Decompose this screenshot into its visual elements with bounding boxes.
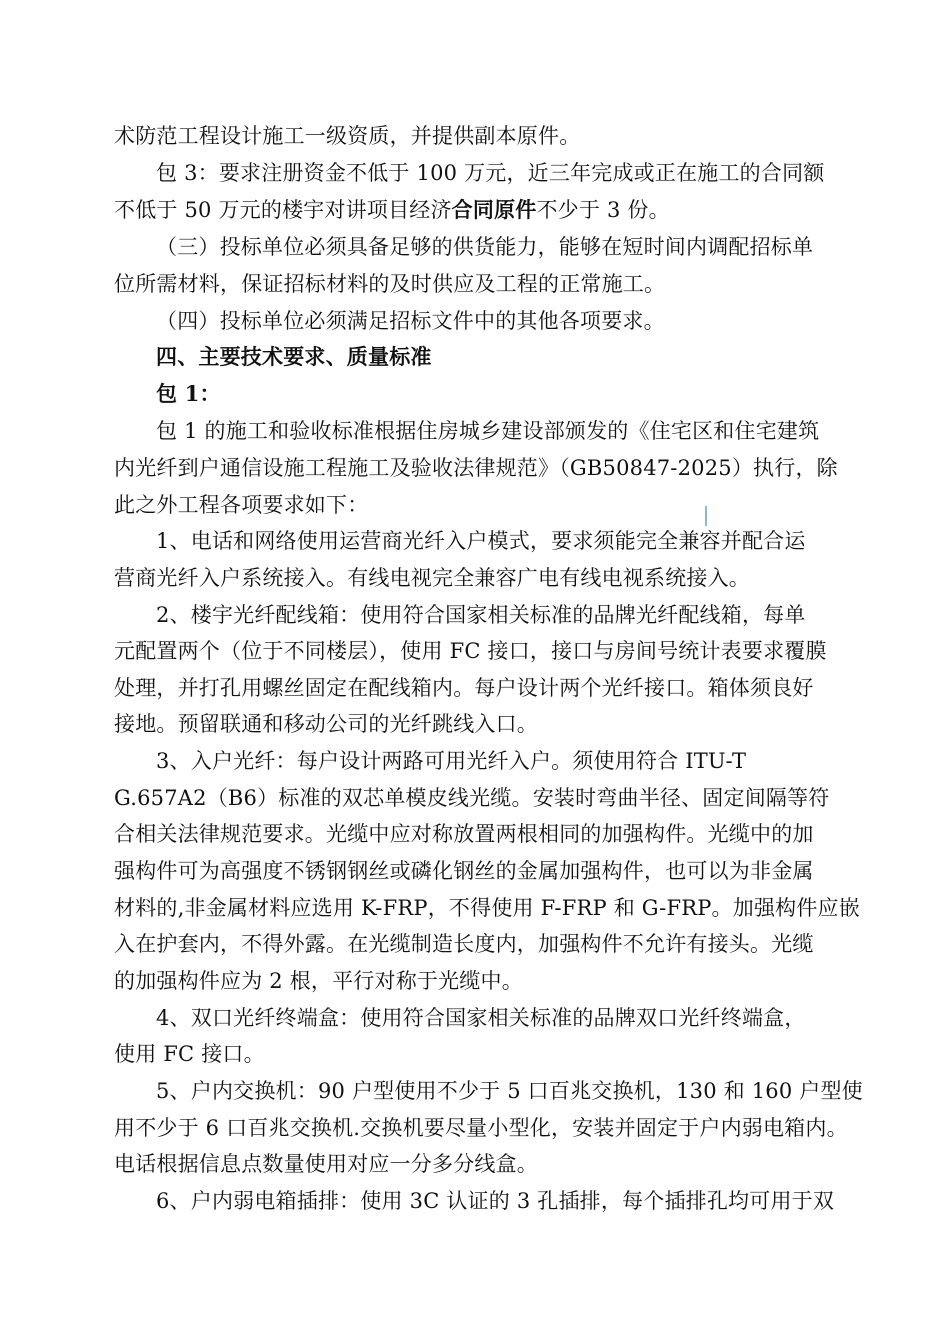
paragraph-line: 位所需材料，保证招标材料的及时供应及工程的正常施工。 xyxy=(114,272,666,296)
paragraph-line: （三）投标单位必须具备足够的供货能力，能够在短时间内调配招标单 xyxy=(156,235,814,259)
paragraph-line: （四）投标单位必须满足招标文件中的其他各项要求。 xyxy=(156,309,665,333)
paragraph-line: 包 3：要求注册资金不低于 100 万元，近三年完成或正在施工的合同额 xyxy=(156,161,825,185)
paragraph-line: 术防范工程设计施工一级资质，并提供副本原件。 xyxy=(114,124,581,148)
paragraph-line: 内光纤到户通信设施工程施工及验收法律规范》（GB50847-2025）执行，除 xyxy=(114,456,838,480)
bold-text-segment: 合同原件 xyxy=(451,197,537,222)
paragraph-line: 电话根据信息点数量使用对应一分多分线盒。 xyxy=(114,1152,538,1176)
paragraph-line: 2、楼宇光纤配线箱：使用符合国家相关标准的品牌光纤配线箱，每单 xyxy=(156,603,806,627)
paragraph-line: 接地。预留联通和移动公司的光纤跳线入口。 xyxy=(114,712,538,736)
paragraph-line: 6、户内弱电箱插排：使用 3C 认证的 3 孔插排，每个插排孔均可用于双 xyxy=(156,1189,835,1213)
paragraph-line: 1、电话和网络使用运营商光纤入户模式，要求须能完全兼容并配合运 xyxy=(156,529,806,553)
paragraph-line: 包 1 的施工和验收标准根据住房城乡建设部颁发的《住宅区和住宅建筑 xyxy=(156,419,820,443)
paragraph-line: 5、户内交换机：90 户型使用不少于 5 口百兆交换机，130 和 160 户型使 xyxy=(156,1079,863,1103)
paragraph-line: G.657A2（B6）标准的双芯单模皮线光缆。安装时弯曲半径、固定间隔等符 xyxy=(114,786,830,810)
paragraph-line: 处理，并打孔用螺丝固定在配线箱内。每户设计两个光纤接口。箱体须良好 xyxy=(114,676,814,700)
paragraph-line: 4、双口光纤终端盒：使用符合国家相关标准的品牌双口光纤终端盒， xyxy=(156,1006,806,1030)
paragraph-line: 此之外工程各项要求如下： xyxy=(114,493,369,517)
paragraph-line: 用不少于 6 口百兆交换机.交换机要尽量小型化，安装并固定于户内弱电箱内。 xyxy=(114,1116,848,1140)
paragraph-line: 入在护套内，不得外露。在光缆制造长度内，加强构件不允许有接头。光缆 xyxy=(114,932,814,956)
text-cursor xyxy=(705,506,707,526)
paragraph-line: 强构件可为高强度不锈钢钢丝或磷化钢丝的金属加强构件，也可以为非金属 xyxy=(114,859,814,883)
paragraph-line: 使用 FC 接口。 xyxy=(114,1042,265,1066)
paragraph-line: 的加强构件应为 2 根，平行对称于光缆中。 xyxy=(114,969,523,993)
paragraph-line: 合相关法律规范要求。光缆中应对称放置两根相同的加强构件。光缆中的加 xyxy=(114,822,814,846)
subsection-heading: 包 1： xyxy=(156,381,221,406)
text-segment: 不低于 50 万元的楼宇对讲项目经济 xyxy=(114,198,452,222)
text-segment: 不少于 3 份。 xyxy=(536,198,670,222)
paragraph-line: 营商光纤入户系统接入。有线电视完全兼容广电有线电视系统接入。 xyxy=(114,566,750,590)
paragraph-line: 元配置两个（位于不同楼层），使用 FC 接口，接口与房间号统计表要求覆膜 xyxy=(114,639,827,663)
paragraph-line: 3、入户光纤：每户设计两路可用光纤入户。须使用符合 ITU-T xyxy=(156,749,747,773)
section-heading: 四、主要技术要求、质量标准 xyxy=(156,344,432,369)
paragraph-line xyxy=(114,192,670,228)
paragraph-line: 材料的,非金属材料应选用 K-FRP，不得使用 F-FRP 和 G-FRP。加强构件应嵌 xyxy=(114,896,860,920)
